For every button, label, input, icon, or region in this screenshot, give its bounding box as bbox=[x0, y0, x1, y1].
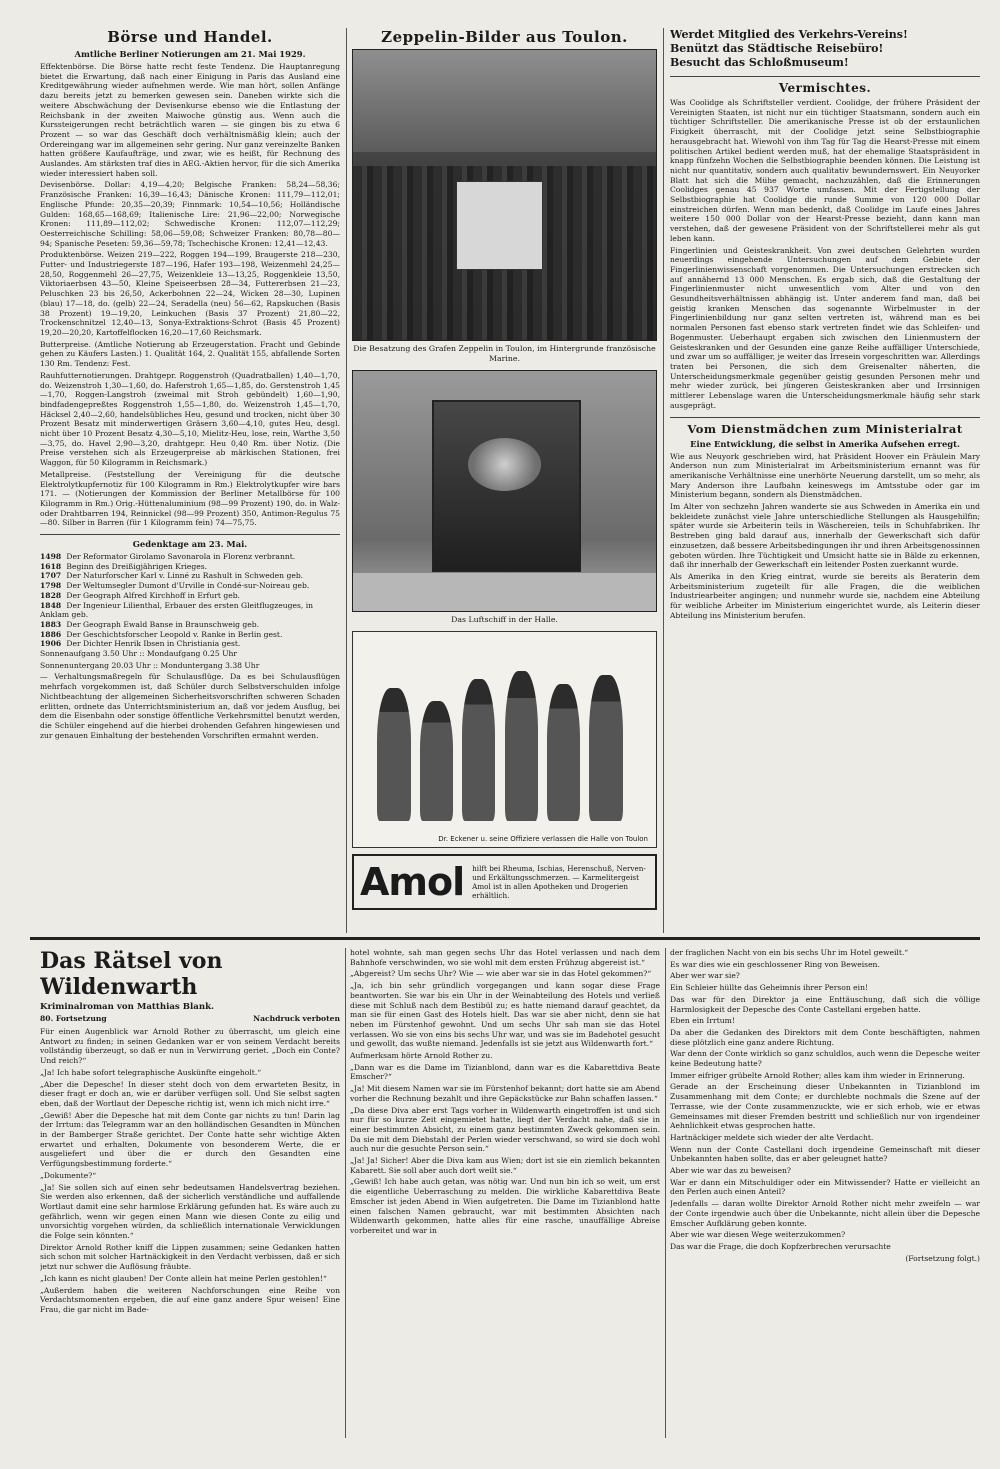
novel-paragraph: Gerade an der Erscheinung dieser Unbekannten in Tizianblond im Zusammenhang mit dem Conte; er durchlebte nochmals die Szene auf der Terrasse, wie der Conte zusammenzuckte, wie er sich erhob, wie er etwas Gemeinsames mit dieser Fremden bestritt und schließlich nur von irgendeiner Aehnlichkeit etwas gesprochen hatte. bbox=[670, 1082, 980, 1131]
installment-label: 80. Fortsetzung bbox=[40, 1014, 107, 1023]
boerse-paragraph: Rauhfutternotierungen. Drahtgepr. Roggenstroh (Quadratballen) 1,40—1,70, do. Weizenstroh 1,30—1,60, do. Haferstroh 1,65—1,85, do. Gerstenstroh 1,45—1,70, Roggen-Langstroh (zweimal mit Stroh gebündelt) 1,60—1,90, bindfadengepreßtes Roggenstroh 1,55—1,80, do. Weizenstroh 1,45—1,70, Häcksel 2,40—2,60, handelsübliches Heu, gesund und trocken, nicht über 30 Prozent Besatz mit minderwertigen Gräsern 3,60—4,10, gutes Heu, desgl. nicht über 10 Prozent Besatz 4,30—5,10, Mielitz-Heu, lose, rein, Warthe 3,50—3,75, do. Havel 2,90—3,20, drahtgepr. Heu 0,40 Rm. über Notiz. (Die Preise verstehen sich als Erzeugerpreise ab märkischen Stationen, frei Waggon, für 50 Kilogramm in Reichsmark.) bbox=[40, 370, 340, 468]
sun-line: Sonnenuntergang 20.03 Uhr :: Monduntergang 3.38 Uhr bbox=[40, 660, 260, 670]
novel-column-2 bbox=[350, 948, 660, 1448]
illustration-eckener-officers bbox=[352, 631, 657, 848]
novel-column-3 bbox=[670, 948, 980, 1448]
novel-title: Das Rätsel von Wildenwarth bbox=[40, 948, 223, 1000]
article-paragraph: Als Amerika in den Krieg eintrat, wurde sie bereits als Beraterin dem Arbeitsministerium zugeteilt für alle Fragen, die die weiblichen Industriearbeiter angingen; und nunmehr wurde sie, nachdem eine Abteilung für weibliche Arbeiter im Ministerium eingerichtet wurde, als Leiterin dieser Abteilung ins Ministerium berufen. bbox=[670, 571, 980, 620]
novel-paragraph: „Abgereist? Um sechs Uhr? Wie — wie aber war sie in das Hotel gekommen?“ bbox=[350, 969, 652, 979]
novel-paragraph: War denn der Conte wirklich so ganz schuldlos, auch wenn die Depesche weiter keine Bedeutung hatte? bbox=[670, 1049, 980, 1069]
novel-paragraph: Das war die Frage, die doch Kopfzerbrechen verursachte bbox=[670, 1241, 891, 1251]
caption-hangar: Das Luftschiff in der Halle. bbox=[451, 615, 558, 624]
novel-paragraph: „Ja! Sie sollen sich auf einen sehr bedeutsamen Handelsvertrag beziehen. Sie werden also erkennen, daß der sicherlich verständliche und auffallende Wortlaut damit eine sehr harmlose Erklärung gefunden hat. Es wäre auch zu gefährlich, wenn wir gegen einen Mann wie diesen Conte zu eilig und unvorsichtig vorgehen würden, da schließlich internationale Verwicklungen die Folge sein könnten.“ bbox=[40, 1182, 340, 1241]
dates-list bbox=[40, 552, 340, 649]
article-subtitle: Eine Entwicklung, die selbst in Amerika Aufsehen erregt. bbox=[690, 438, 960, 449]
novel-paragraph: Hartnäckiger meldete sich wieder der alte Verdacht. bbox=[670, 1132, 874, 1142]
date-item: 1883 Der Geograph Ewald Banse in Braunschweig geb. bbox=[40, 619, 260, 629]
boerse-paragraph: Butterpreise. (Amtliche Notierung ab Erzeugerstation. Fracht und Gebinde gehen zu Käufers Lasten.) 1. Qualität 164, 2. Qualität 155, abfallende Sorten 130 Rm. Tendenz: Fest. bbox=[40, 339, 340, 369]
amol-ad-text: hilft bei Rheuma, Ischias, Herenschuß, Nerven- und Erkältungsschmerzen. — Karmelitergeist Amol ist in allen Apotheken und Drogerien erhältlich. bbox=[472, 864, 646, 900]
novel-paragraph: „Ich kann es nicht glauben! Der Conte allein hat meine Perlen gestohlen!“ bbox=[40, 1273, 327, 1283]
novel-paragraph: Eben ein Irrtum! bbox=[670, 1016, 735, 1026]
caption-crew: Die Besatzung des Grafen Zeppelin in Toulon, im Hintergrunde französische Marine. bbox=[353, 344, 656, 363]
section-title-zeppelin: Zeppelin-Bilder aus Toulon. bbox=[381, 28, 628, 46]
section-divider bbox=[30, 937, 980, 940]
column-zeppelin bbox=[352, 28, 657, 933]
novel-paragraph: Es war dies wie ein geschlossener Ring von Beweisen. bbox=[670, 959, 880, 969]
boerse-subtitle: Amtliche Berliner Notierungen am 21. Mai 1929. bbox=[74, 49, 306, 59]
novel-paragraph: Ein Schleier hüllte das Geheimnis ihrer Person ein! bbox=[670, 983, 869, 993]
article-paragraph: Wie aus Neuyork geschrieben wird, hat Präsident Hoover ein Fräulein Mary Anderson nun zum Ministerialrat im Arbeitsministerium ernannt was für amerikanische Verhältnisse eine unerhörte Neuerung darstellt, um so mehr, als Mary Anderson ihre Laufbahn keineswegs im Amtsstube oder gar im Ministerium begann, sondern als Dienstmädchen. bbox=[670, 451, 980, 500]
novel-paragraph: „Gewiß! Aber die Depesche hat mit dem Conte gar nichts zu tun! Darin lag der Irrtum: das Telegramm war an den holländischen Gesandten in München in der Bamberger Straße gerichtet. Der Conte hatte sehr wichtige Akten erwartet und erhalten, Dokumente von besonderem Werte, die er ausgeliefert und über die er durch den Gesandten eine Verfügungsbestimmung forderte.“ bbox=[40, 1110, 340, 1169]
schulausfluege-text: — Verhaltungsmaßregeln für Schulausflüge. Da es bei Schulausflügen mehrfach vorgekommen ist, daß Schüler durch Selbstverschulden infolge Nichtbeachtung der allgemeinen Sicherheitsvorschriften schweren Schaden erlitten, ordnete das Unterrichtsministerium an, daß vor jedem Ausflug, bei dem die Eisenbahn oder sonstige öffentliche Verkehrsmittel benutzt werden, die Schüler eingehend auf die hierbei drohenden Gefahren hingewiesen und zur genauen Einhaltung der bestehenden Vorschriften ermahnt werden. bbox=[40, 672, 340, 740]
divider bbox=[670, 417, 980, 418]
continued-note: (Fortsetzung folgt.) bbox=[905, 1253, 980, 1263]
caption-eckener: Dr. Eckener u. seine Offiziere verlassen die Halle von Toulon bbox=[438, 835, 648, 843]
novel-paragraph: Aufmerksam hörte Arnold Rother zu. bbox=[350, 1051, 493, 1061]
novel-paragraph: Wenn nun der Conte Castellani doch irgendeine Gemeinschaft mit dieser Unbekannten haben sollte, das er aber geleugnet hatte? bbox=[670, 1144, 980, 1164]
novel-paragraph: Da aber die Gedanken des Direktors mit dem Conte beschäftigten, nahmen diese plötzlich eine ganz andere Richtung. bbox=[670, 1027, 980, 1047]
novel-paragraph: „Ja! Ja! Sicher! Aber die Diva kam aus Wien; dort ist sie ein ziemlich bekannten Kabarett. Sie soll aber auch dort weilt sie.“ bbox=[350, 1156, 660, 1175]
novel-paragraph: Für einen Augenblick war Arnold Rother zu überrascht, um gleich eine Antwort zu finden; in seinen Gedanken war er von seinem Verdacht bereits vollständig überzeugt, so daß er nun in Verwirrung geriet. „Doch ein Conte? Und reich?“ bbox=[40, 1027, 340, 1066]
date-item: 1906 Der Dichter Henrik Ibsen in Christiania gest. bbox=[40, 639, 241, 649]
novel-meta bbox=[40, 1014, 340, 1023]
column-divider bbox=[663, 28, 664, 933]
date-item: 1798 Der Weltumsegler Dumont d'Urville in Condé-sur-Noireau geb. bbox=[40, 581, 310, 591]
novel-paragraph: Jedenfalls — daran wollte Direktor Arnold Rother nicht mehr zweifeln — war der Conte irgendwie auch über die Unbekannte, nicht allein über die Depesche Emscher Aufklärung geben konnte. bbox=[670, 1199, 980, 1228]
amol-advertisement bbox=[352, 854, 657, 910]
novel-paragraph: „Ja! Mit diesem Namen war sie im Fürstenhof bekannt; dort hatte sie am Abend vorher die Rechnung bezahlt und ihre Gepäckstücke zur Bahn schaffen lassen.“ bbox=[350, 1084, 660, 1103]
column-boerse bbox=[40, 28, 340, 933]
misc-paragraph: Fingerlinien und Geisteskrankheit. Von zwei deutschen Gelehrten wurden neuerdings eingehende Untersuchungen auf dem Gebiete der Fingerlinienwissenschaft vorgenommen. Die Untersuchungen erstrecken sich auf annähernd 13 000 Menschen. Es ergab sich, daß die Gestaltung der Fingerlinienmuster nicht unwesentlich vom Alter und von den Gesundheitsverhältnissen abhängig ist. Unter anderem fand man, daß bei geistig kranken Menschen das sogenannte Wirbelmuster in der Fingerlinienbildung nur ganz selten vertreten ist, während man es bei normalen Personen fast ebenso stark vertreten findet wie das Schleifen- und Bogenmuster. Ueberhaupt ergaben sich zwischen den Linienmustern der Geisteskranken und der Gesunden eine ganze Reihe auffälliger Unterschiede, und zwar um so auffälliger, je weiter das Irresein vorgeschritten war. Allerdings traten bei Personen, die sich dem Greisenalter näherten, die Unterscheidungsmerkmale gegenüber geistig gesunden Personen mehr und mehr wieder zurück, bei jüngeren Geisteskranken aber und Irrsinnigen mittlerer Lebenslage waren die Unterscheidungsmerkmale häufig sehr stark ausgeprägt. bbox=[670, 245, 980, 410]
novel-paragraph: Aber wie war diesen Wege weiterzukommen? bbox=[670, 1230, 846, 1240]
banner-line: Werdet Mitglied des Verkehrs-Vereins! bbox=[670, 28, 908, 41]
boerse-paragraph: Effektenbörse. Die Börse hatte recht feste Tendenz. Die Hauptanregung bietet die Erwartung, daß nach einer Einigung in Paris das Ausland eine Kreditgewährung wieder aufnehmen werde. Wie man hört, sollen Anfänge dazu bereits jetzt zu bemerken gewesen sein. Daneben wirkte sich die weitere Abschwächung der Devisenkurse ebenso wie die Entlastung der Reichsbank in der zweiten Maiwoche günstig aus. Wenn auch die Kurssteigerungen recht beträchtlich waren — sie gingen bis zu etwa 6 Prozent — so war das Geschäft doch verhältnismäßig klein; auch der Ordereingang war im allgemeinen sehr gering. Nur ganz vereinzelte Banken hatten größere Kaufaufträge, und zwar, wie es heißt, für Rechnung des Auslandes. Am stärksten traf dies in AEG.-Aktien hervor, für die sich Amerika wieder interessiert haben soll. bbox=[40, 62, 340, 178]
column-divider bbox=[665, 948, 666, 1438]
novel-paragraph: „Ja! Ich habe sofort telegraphische Auskünfte eingeholt.“ bbox=[40, 1067, 262, 1077]
dates-title: Gedenktage am 23. Mai. bbox=[132, 539, 248, 550]
novel-paragraph: der fraglichen Nacht von ein bis sechs Uhr im Hotel geweilt.“ bbox=[670, 948, 909, 957]
date-item: 1618 Beginn des Dreißigjährigen Krieges. bbox=[40, 561, 208, 571]
novel-paragraph: „Gewiß! Ich habe auch getan, was nötig war. Und nun bin ich so weit, um erst die eigentliche Ueberraschung zu melden. Die wirkliche Kabarettdiva Beate Emscher ist jeden Abend in Wien aufgetreten. Die Dame im Tizianblond hatte einen falschen Namen gebraucht, war mit bestimmten Absichten nach Wildenwarth gekommen, hatte alles für eine rasche, unauffällige Abreise vorbereitet und war in bbox=[350, 1177, 660, 1235]
article-paragraph: Im Alter von sechzehn Jahren wanderte sie aus Schweden in Amerika ein und bekleidete zunächst viele Jahre unterschiedliche Stellungen als Hausgehilfin; später wurde sie Arbeiterin teils in Wäschereien, teils in Schuhfabriken. Ihr Bestreben ging bald darauf aus, innerhalb der Gewerkschaft sich dafür einzusetzen, daß bessere Arbeitsbedingungen ihr und ihren Arbeitsgenossinnen geboten würden. Ihre Tüchtigkeit und Umsicht hatte sie in Bälde zu erkennen, daß ihr innerhalb der Gewerkschaft ein leitender Posten zuerkannt wurde. bbox=[670, 502, 980, 570]
date-item: 1886 Der Geschichtsforscher Leopold v. Ranke in Berlin gest. bbox=[40, 629, 283, 639]
photo-airship-hangar bbox=[352, 370, 657, 612]
verkehrsverein-banner bbox=[670, 28, 980, 70]
amol-logo: Amol bbox=[360, 860, 465, 904]
novel-subtitle: Kriminalroman von Matthias Blank. bbox=[40, 1002, 215, 1012]
date-item: 1498 Der Reformator Girolamo Savonarola in Florenz verbrannt. bbox=[40, 552, 296, 562]
boerse-paragraph: Metallpreise. (Feststellung der Vereinigung für die deutsche Elektrolytkupfernotiz für 100 Kilogramm in Rm.) Elektrolytkupfer wire bars 171. — (Notierungen der Kommission der Berliner Metallbörse für 100 Kilogramm in Rm.) Orig.-Hüttenaluminium (98—99 Prozent) 190, do. in Walz- oder Drahtbarren 194, Reinnickel (98—99 Prozent) 350, Antimon-Regulus 75—80. Silber in Barren (für 1 Kilogramm fein) 74—75,75. bbox=[40, 469, 340, 528]
date-item: 1707 Der Naturforscher Karl v. Linné zu Rashult in Schweden geb. bbox=[40, 571, 304, 581]
date-item: 1848 Der Ingenieur Lilienthal, Erbauer des ersten Gleitflugzeuges, in Anklam geb. bbox=[40, 600, 314, 620]
boerse-paragraph: Devisenbörse. Dollar: 4,19—4,20; Belgische Franken: 58,24—58,36; Französische Franken: 16,39—16,43; Dänische Kronen: 111,79—112,01; Englische Pfunde: 20,35—20,39; Finnmark: 10,54—10,56; Holländische Gulden: 168,65—168,69; Italienische Lire: 21,96—22,00; Norwegische Kronen: 111,89—112,02; Schwedische Kronen: 112,07—112,29; Oesterreichische Schilling: 58,06—59,08; Schweizer Franken: 80,78—80—94; Spanische Peseten: 59,36—59,78; Tschechische Kronen: 12,41—12,43. bbox=[40, 180, 340, 248]
banner-line: Besucht das Schloßmuseum! bbox=[670, 56, 849, 69]
article-title-dienstmaedchen: Vom Dienstmädchen zum Ministerialrat bbox=[687, 421, 963, 436]
misc-paragraph: Was Coolidge als Schriftsteller verdient. Coolidge, der frühere Präsident der Vereinigten Staaten, ist nicht nur ein tüchtiger Staatsmann, sondern auch ein tüchtiger Schriftsteller. Die amerikanische Presse ist ob der erstaunlichen Fixigkeit überrascht, mit der Coolidge jetzt seine Selbstbiographie herausgebracht hat. Wiewohl von ihm Tag für Tag die Hearst-Presse mit einem politischen Artikel bedient werden muß, hat der ehemalige Staatspräsident in knapp fünfzehn Wochen die Selbstbiographie beenden können. Die Leistung ist nicht nur quantitativ, sondern auch qualitativ bewundernswert. Ein Neuyorker Blatt hat sich die Mühe gemacht, nachzuzählen, daß die Erinnerungen Coolidges genau 45 937 Worte umfassen. Mit der Fertigstellung der Selbstbiographie hat Coolidge die runde Summe von 120 000 Dollar einstreichen dürfen. Wenn man bedenkt, daß Coolidge im Laufe eines Jahres weitere 150 000 Dollar von der Hearst-Presse bezieht, dann kann man verstehen, daß der gewesene Präsident von der Schriftstellerei mehr als gut leben kann. bbox=[670, 98, 980, 243]
date-item: 1828 Der Geograph Alfred Kirchhoff in Erfurt geb. bbox=[40, 590, 240, 600]
column-divider bbox=[345, 948, 346, 1438]
novel-paragraph: War er dann ein Mitschuldiger oder ein Mitwissender? Hatte er vielleicht an den Perlen auch einen Anteil? bbox=[670, 1177, 980, 1197]
novel-paragraph: Direktor Arnold Rother kniff die Lippen zusammen; seine Gedanken hatten sich schon mit solcher Hartnäckigkeit in den Verdacht verbissen, daß er sich jetzt nur schwer die Auflösung fräubte. bbox=[40, 1242, 340, 1272]
novel-paragraph: Das war für den Direktor ja eine Enttäuschung, daß sich die völlige Harmlosigkeit der Depesche des Conte Castellani ergeben hatte. bbox=[670, 994, 980, 1014]
novel-paragraph: hotel wohnte, sah man gegen sechs Uhr das Hotel verlassen und nach dem Bahnhofe verschwinden, wo sie wohl mit dem ersten Frühzug abgereist ist.“ bbox=[350, 948, 660, 967]
novel-paragraph: „Ja, ich bin sehr gründlich vorgegangen und kann sogar diese Frage beantworten. Sie war bis ein Uhr in der Weinabteilung des Hotels und verließ diese mit Schluß nach dem Bestibül zu; es hatte niemand darauf geachtet, da man sie für einen Gast des Hotels hielt. Das war sie aber nicht, denn sie hat neben im Fürstenhof gewohnt. Und um sechs Uhr sah man sie das Hotel verlassen. Wo sie von eins bis sechs Uhr war, und was sie im Badehotel gesucht und gewollt, das wußte niemand. Jedenfalls ist sie jetzt aus Wildenwarth fort.“ bbox=[350, 981, 660, 1049]
novel-column-1 bbox=[40, 948, 340, 1448]
novel-paragraph: Aber wer war sie? bbox=[670, 971, 740, 981]
boerse-paragraph: Produktenbörse. Weizen 219—222, Roggen 194—199, Braugerste 218—230, Futter- und Industriegerste 187—196, Hafer 193—198, Weizenmehl 24,25—28,50, Roggenmehl 26—27,75, Weizenkleie 13—13,25, Roggenkleie 13,50, Viktoriaerbsen 43—50, Kleine Speiseerbsen 28—34, Futtererbsen 21—23, Peluschken 23 bis 26,50, Ackerbohnen 22—24, Wicken 28—30, Lupinen (blau) 17—18, do. (gelb) 22—24, Seradella (neu) 56—62, Rapskuchen (Basis 38 Prozent) 19—19,20, Leinkuchen (Basis 37 Prozent) 21,80—22, Trockenschnitzel 12,40—13, Sonya-Extraktions-Schrot (Basis 45 Prozent) 19,20—20,20, Kartoffelflocken 16,20—17,60 Reichsmark. bbox=[40, 250, 340, 337]
divider bbox=[40, 534, 340, 535]
novel-paragraph: „Dokumente?“ bbox=[40, 1170, 97, 1180]
section-title-vermischtes: Vermischtes. bbox=[778, 81, 872, 95]
divider bbox=[670, 76, 980, 77]
column-vermischtes bbox=[670, 28, 980, 933]
sun-line: Sonnenaufgang 3.50 Uhr :: Mondaufgang 0.25 Uhr bbox=[40, 649, 238, 659]
novel-paragraph: „Da diese Diva aber erst Tags vorher in Wildenwarth eingetroffen ist und sich nur für so kurze Zeit eingemietet hatte, liegt der Verdacht nahe, daß sie in einer bestimmten Absicht, zu einem ganz bestimmten Zweck gekommen sein. Da sie mit dem Diebstahl der Perlen wieder verschwand, so wird sie doch wohl auch nur die gesuchte Person sein.“ bbox=[350, 1105, 660, 1154]
novel-paragraph: „Außerdem haben die weiteren Nachforschungen eine Reihe von Verdachtsmomenten ergeben, die auf eine ganz andere Spur weisen! Eine Frau, die gar nicht im Bade- bbox=[40, 1285, 340, 1314]
banner-line: Benützt das Städtische Reisebüro! bbox=[670, 42, 884, 55]
section-title-boerse: Börse und Handel. bbox=[107, 28, 273, 46]
novel-paragraph: „Aber die Depesche! In dieser steht doch von dem erwarteten Besitz, in dieser fragt er doch an, wie er darüber verfügen soll. Und Sie selbst sagten eben, daß der Wortlaut der Depesche richtig ist, wenn ich mich nicht irre.“ bbox=[40, 1079, 340, 1108]
photo-zeppelin-crew bbox=[352, 49, 657, 341]
novel-paragraph: „Dann war es die Dame im Tizianblond, dann war es die Kabarettdiva Beate Emscher?“ bbox=[350, 1062, 660, 1082]
rights-label: Nachdruck verboten bbox=[253, 1014, 340, 1023]
novel-paragraph: Aber wie war das zu beweisen? bbox=[670, 1166, 791, 1176]
column-divider bbox=[346, 28, 347, 933]
novel-paragraph: Immer eifriger grübelte Arnold Rother; alles kam ihm wieder in Erinnerung. bbox=[670, 1070, 965, 1080]
